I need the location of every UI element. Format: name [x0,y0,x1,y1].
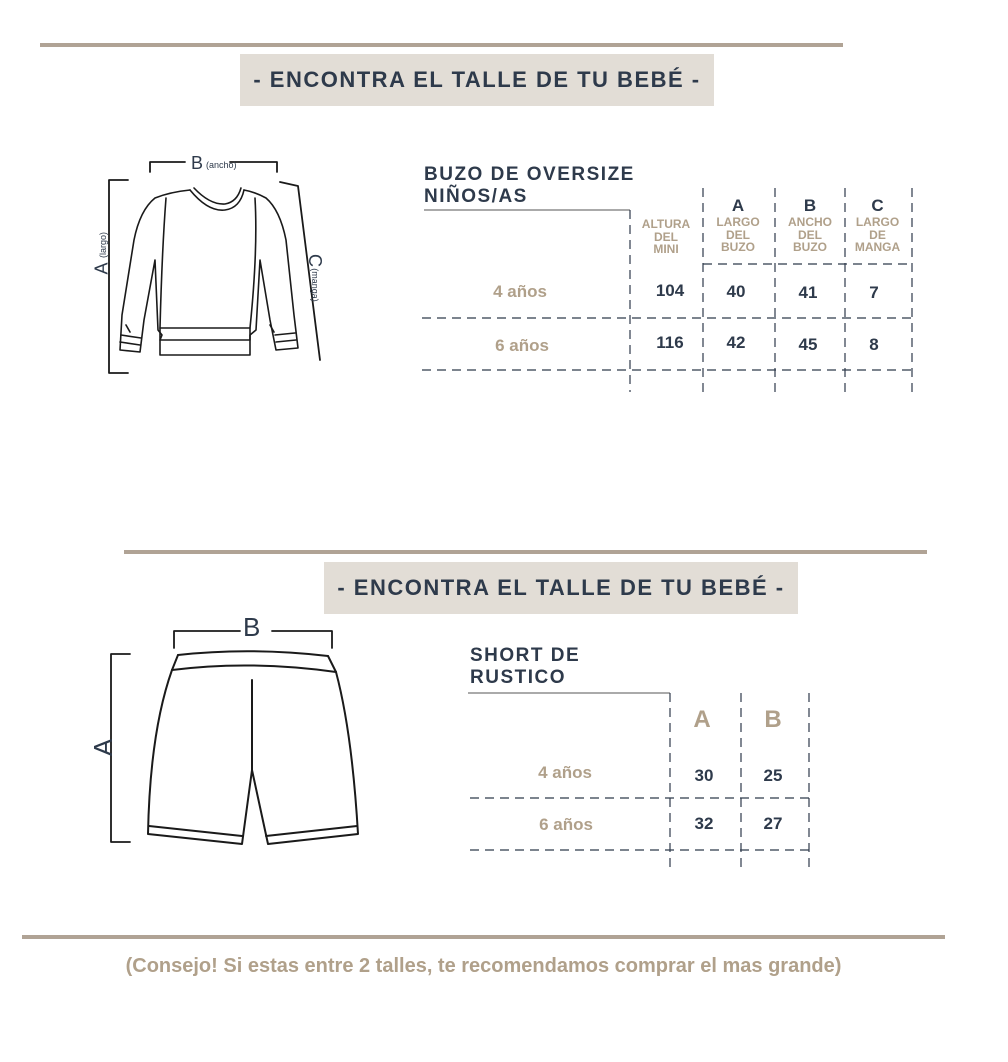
shorts-col-b: B [764,706,782,733]
col-header-a: A LARGO DEL BUZO [716,196,760,254]
shorts-label-b: B [243,612,261,642]
banner-title: - ENCONTRA EL TALLE DE TU BEBÉ - [253,67,701,92]
sweater-row2-altura: 116 [656,333,684,352]
label-c-note: (manga) [309,268,320,302]
sweater-row2-c: 8 [869,335,879,354]
sweater-row1-age: 4 años [493,282,547,301]
tip-text: (Consejo! Si estas entre 2 talles, te recomendamos comprar el mas grande) [125,955,842,977]
sweater-row2-b: 45 [798,335,818,354]
sweater-row2-a: 42 [726,333,746,352]
banner-title-2: - ENCONTRA EL TALLE DE TU BEBÉ - [337,575,785,600]
label-b: B [191,153,204,173]
sweater-row1-c: 7 [869,283,879,302]
shorts-row2-age: 6 años [539,815,593,834]
label-a: A [91,262,112,275]
shorts-row1-a: 30 [694,766,714,785]
shorts-col-a: A [693,706,711,733]
shorts-row1-b: 25 [763,766,783,785]
shorts-title-line1: SHORT DE [470,645,581,666]
bottom-divider [22,935,945,939]
shorts-row2-b: 27 [763,814,783,833]
sweater-title-line1: BUZO DE OVERSIZE [424,164,635,185]
shorts-row2-a: 32 [694,814,714,833]
label-c: C [305,254,325,267]
label-b-note: (ancho) [206,160,237,170]
shorts-label-a: A [88,738,119,757]
sweater-row1-a: 40 [726,282,746,301]
sweater-row2-age: 6 años [495,336,549,355]
sweater-row1-b: 41 [798,283,818,302]
col-header-altura: ALTURA DEL MINI [641,217,691,256]
label-a-note: (largo) [98,231,109,259]
sweater-title-line2: NIÑOS/AS [424,186,528,207]
col-header-c: C LARGO DE MANGA [854,196,901,254]
sweater-row1-altura: 104 [655,281,685,300]
shorts-table-title [470,645,580,689]
col-header-b: B ANCHO DEL BUZO [788,196,832,254]
shorts-row1-age: 4 años [538,763,592,782]
shorts-title-line2: RUSTICO [470,667,566,688]
